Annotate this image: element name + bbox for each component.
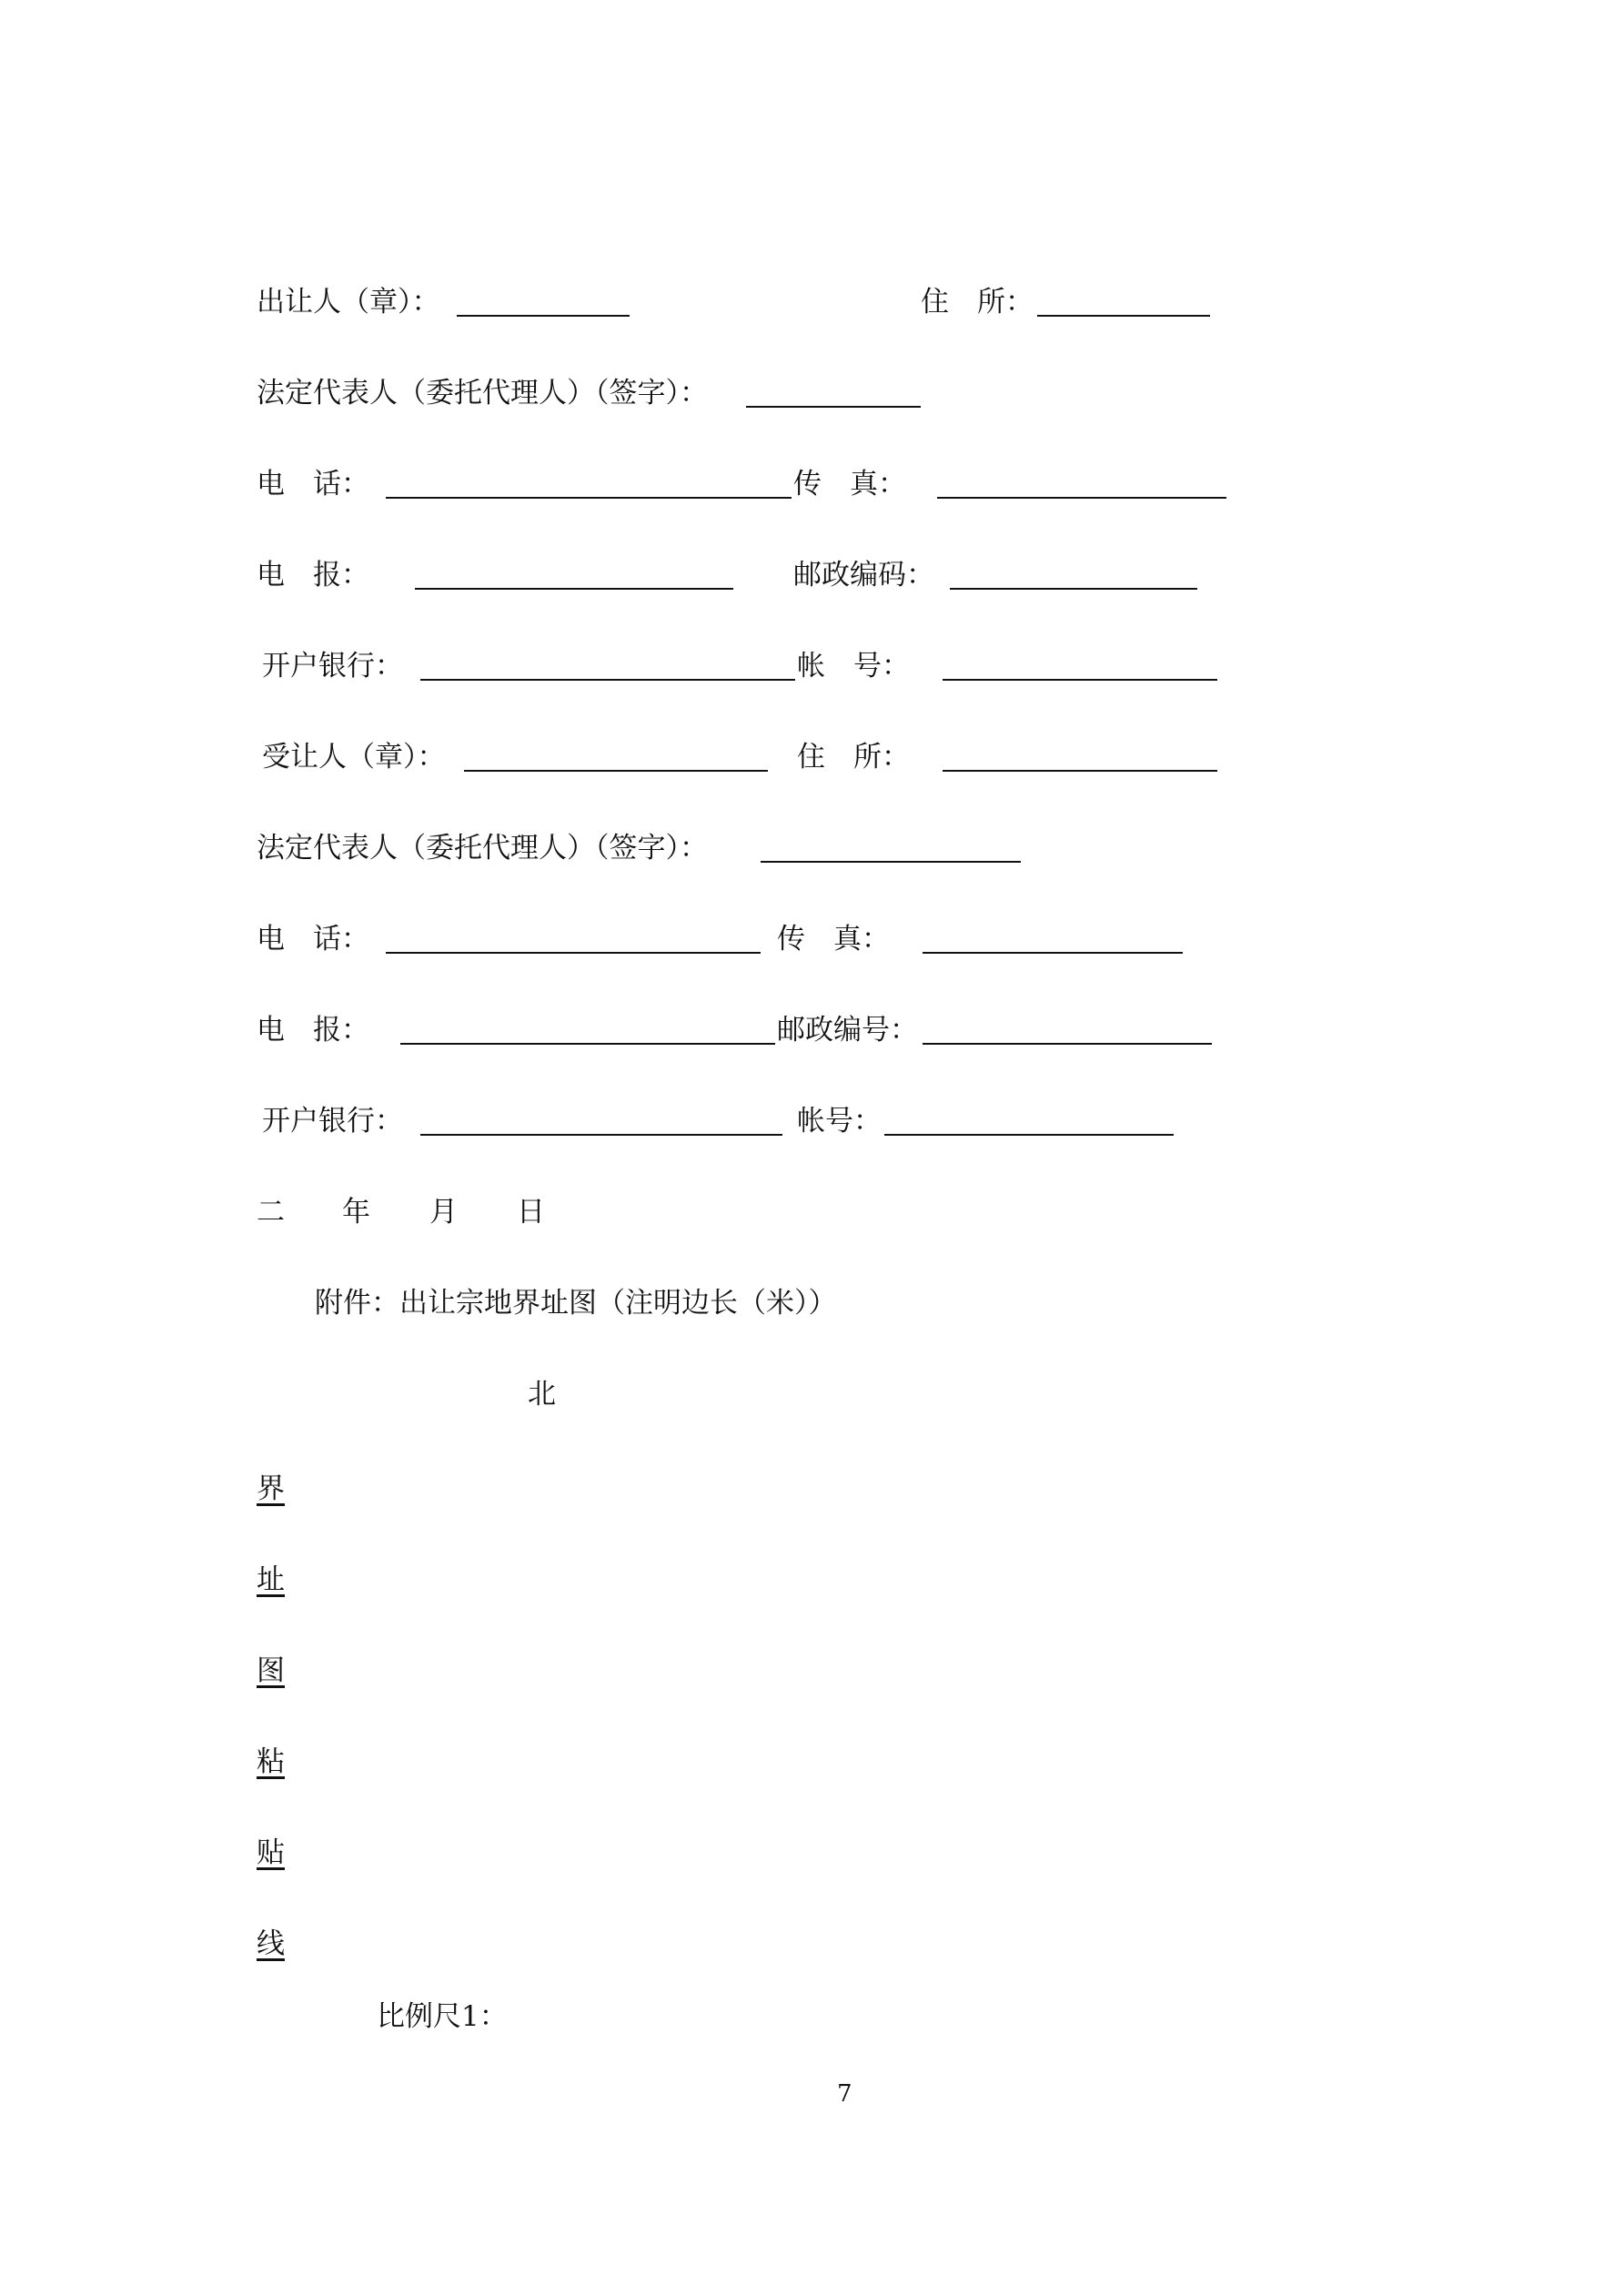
assignor-seal-field[interactable] [457, 315, 630, 317]
assignee-phone-field[interactable] [386, 952, 761, 954]
assignee-postcode-label: 邮政编号： [777, 1014, 918, 1047]
page-number: 7 [837, 2080, 852, 2108]
assignor-telegram-label: 电 报： [257, 559, 369, 592]
attachment-title: 附件：出让宗地界址图（注明边长（米）） [315, 1287, 837, 1320]
assignor-legal-rep-label: 法定代表人（委托代理人）（签字）： [257, 377, 708, 410]
assignor-fax-field[interactable] [937, 497, 1226, 499]
assignee-telegram-field[interactable] [400, 1043, 775, 1045]
assignee-seal-label: 受让人（章）： [262, 741, 446, 774]
assignor-phone-field[interactable] [386, 497, 792, 499]
date-prefix: 二 [257, 1196, 285, 1229]
paste-line-char: 线 [257, 1927, 285, 1960]
assignee-bank-label: 开户银行： [262, 1105, 403, 1138]
assignor-postcode-field[interactable] [950, 588, 1197, 590]
assignee-phone-label: 电 话： [257, 923, 369, 956]
assignee-postcode-field[interactable] [923, 1043, 1212, 1045]
scale-label: 比例尺1： [377, 2000, 508, 2033]
assignee-account-label: 帐号： [797, 1105, 882, 1138]
assignor-address-label: 住 所： [921, 286, 1034, 319]
assignor-account-label: 帐 号： [797, 650, 910, 683]
assignor-telegram-field[interactable] [415, 588, 733, 590]
assignee-legal-rep-label: 法定代表人（委托代理人）（签字）： [257, 832, 708, 865]
assignee-telegram-label: 电 报： [257, 1014, 369, 1047]
assignee-legal-rep-field[interactable] [761, 861, 1021, 863]
assignee-address-label: 住 所： [797, 741, 910, 774]
paste-line-char: 界 [257, 1472, 285, 1505]
assignor-address-field[interactable] [1037, 315, 1210, 317]
assignor-phone-label: 电 话： [257, 468, 369, 501]
assignee-seal-field[interactable] [464, 770, 768, 772]
paste-line-char: 粘 [257, 1745, 285, 1778]
assignee-bank-field[interactable] [420, 1134, 782, 1136]
assignor-bank-label: 开户银行： [262, 650, 403, 683]
date-month: 月 [429, 1196, 458, 1229]
assignor-seal-label: 出让人（章）： [257, 286, 440, 319]
paste-line-char: 贴 [257, 1836, 285, 1869]
assignee-fax-field[interactable] [923, 952, 1183, 954]
paste-line-char: 址 [257, 1563, 285, 1596]
assignor-fax-label: 传 真： [793, 468, 906, 501]
assignor-legal-rep-field[interactable] [746, 406, 921, 408]
date-year: 年 [342, 1196, 370, 1229]
north-label: 北 [528, 1378, 556, 1411]
assignee-address-field[interactable] [943, 770, 1217, 772]
assignor-account-field[interactable] [943, 679, 1217, 681]
assignee-fax-label: 传 真： [777, 923, 890, 956]
date-day: 日 [517, 1196, 545, 1229]
assignor-postcode-label: 邮政编码： [793, 559, 934, 592]
paste-line-char: 图 [257, 1654, 285, 1687]
assignee-account-field[interactable] [884, 1134, 1174, 1136]
assignor-bank-field[interactable] [420, 679, 795, 681]
